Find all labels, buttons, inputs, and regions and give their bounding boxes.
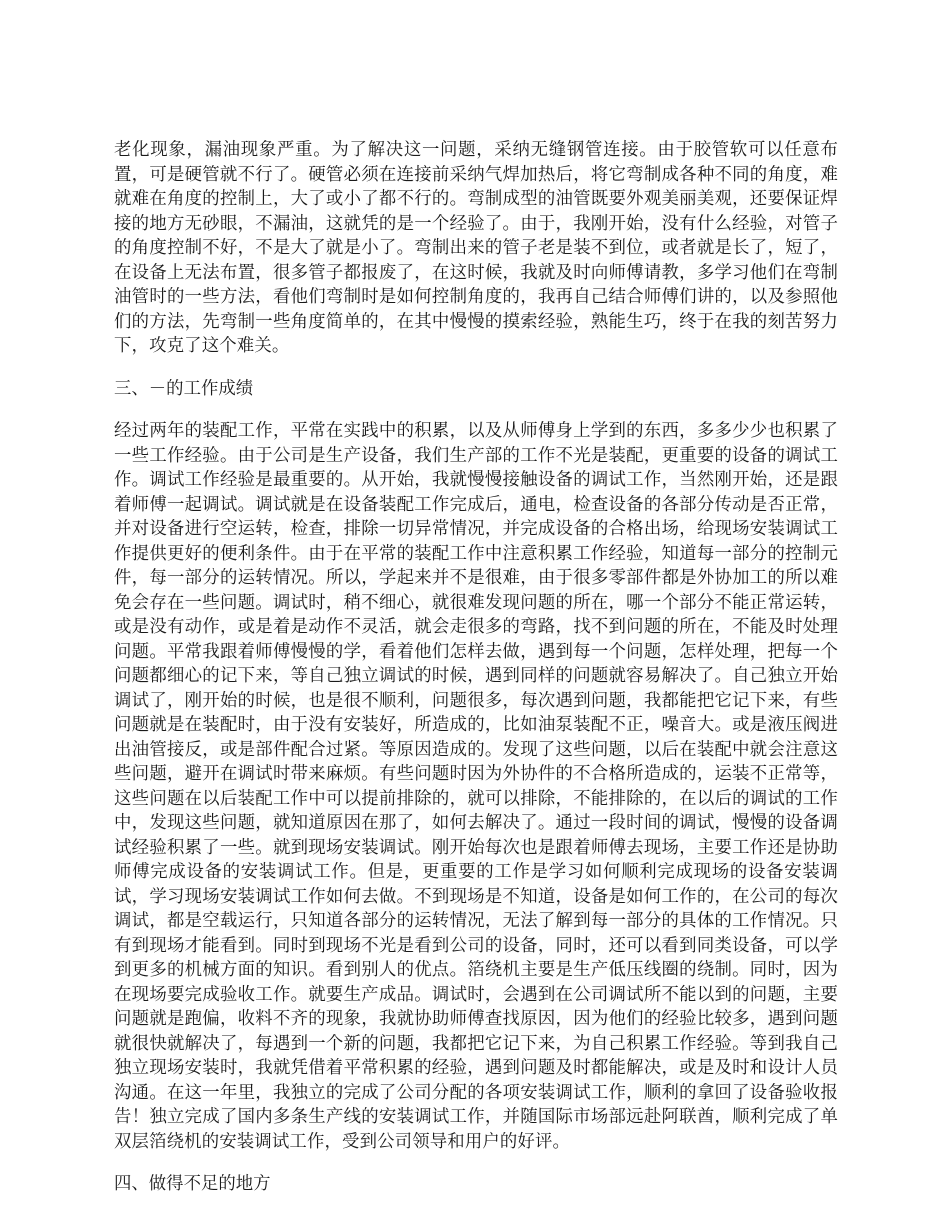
document-page [114,138,838,1197]
section-heading-work-results: 三、－的工作成绩 [114,378,254,399]
section-heading-shortcomings: 四、做得不足的地方 [114,1174,271,1194]
paragraph-debugging-experience: 经过两年的装配工作，平常在实践中的积累，以及从师傅身上学到的东西，多多少少也积累了一些工作经验。由于公司是生产设备，我们生产部的工作不光是装配，更重要的设备的调试工作。调试工作经验是最重要的。从开始，我就慢慢接触设备的调试工作，当然刚开始，还是跟着师傅一起调试。调试就是在设备装配工作完成后，通电，检查设备的各部分传动是否正常，并对设备进行空运转，检查，排除一切异常情况，并完成设备的合格出场，给现场安装调试工作提供更好的便利条件。由于在平常的装配工作中注意积累工作经验，知道每一部分的控制元件，每一部分的运转情况。所以，学起来并不是很难，由于很多零部件都是外协加工的所以难免会存在一些问题。调试时，稍不细心，就很难发现问题的所在，哪一个部分不能正常运转，或是没有动作，或是着是动作不灵活，就会走很多的弯路，找不到问题的所在，不能及时处理问题。平常我跟着师傅慢慢的学，看着他们怎样去做，遇到每一个问题，怎样处理，把每一个问题都细心的记下来，等自己独立调试的时候，遇到同样的问题就容易解决了。自己独立开始调试了，刚开始的时候，也是很不顺利，问题很多，每次遇到问题，我都能把它记下来，有些问题就是在装配时，由于没有安装好，所造成的，比如油泵装配不正，噪音大。或是液压阀进出油管接反，或是部件配合过紧。等原因造成的。发现了这些问题，以后在装配中就会注意这些问题，避开在调试时带来麻烦。有些问题时因为外协件的不合格所造成的，运装不正常等，这些问题在以后装配工作中可以提前排除的，就可以排除，不能排除的，在以后的调试的工作中，发现这些问题，就知道原因在那了，如何去解决了。通过一段时间的调试，慢慢的设备调试经验积累了一些。就到现场安装调试。刚开始每次也是跟着师傅去现场，主要工作还是协助师傅完成设备的安装调试工作。但是，更重要的工作是学习如何顺利完成现场的设备安装调试，学习现场安装调试工作如何去做。不到现场是不知道，设备是如何工作的，在公司的每次调试，都是空载运行，只知道各部分的运转情况，无法了解到每一部分的具体的工作情况。只有到现场才能看到。同时到现场不光是看到公司的设备，同时，还可以看到同类设备，可以学到更多的机械方面的知识。看到别人的优点。箔绕机主要是生产低压线圈的绕制。同时，因为在现场要完成验收工作。就要生产成品。调试时，会遇到在公司调试所不能以到的问题，主要问题就是跑偏，收料不齐的现象，我就协助师傅查找原因，因为他们的经验比较多，遇到问题就很快就解决了，每遇到一个新的问题，我都把它记下来，为自己积累工作经验。等到我自己独立现场安装时，我就凭借着平常积累的经验，遇到问题及时都能解决，或是及时和设计人员沟通。在这一年里，我独立的完成了公司分配的各项安装调试工作，顺利的拿回了设备验收报告！独立完成了国内多条生产线的安装调试工作，并随国际市场部远赴阿联酋，顺利完成了单双层箔绕机的安装调试工作，受到公司领导和用户的好评。 [114,421,838,1152]
paragraph-pipe-bending: 老化现象，漏油现象严重。为了解决这一问题，采纳无缝钢管连接。由于胶管软可以任意布置，可是硬管就不行了。硬管必须在连接前采纳气焊加热后，将它弯制成各种不同的角度，难就难在角度的控制上，大了或小了都不行的。弯制成型的油管既要外观美丽美观，还要保证焊接的地方无砂眼，不漏油，这就凭的是一个经验了。由于，我刚开始，没有什么经验，对管子的角度控制不好，不是大了就是小了。弯制出来的管子老是装不到位，或者就是长了，短了，在设备上无法布置，很多管子都报废了，在这时候，我就及时向师傅请教，多学习他们在弯制油管时的一些方法，看他们弯制时是如何控制角度的，我再自己结合师傅们讲的，以及参照他们的方法，先弯制一些角度简单的，在其中慢慢的摸索经验，熟能生巧，终于在我的刻苦努力下，攻克了这个难关。 [114,140,838,356]
